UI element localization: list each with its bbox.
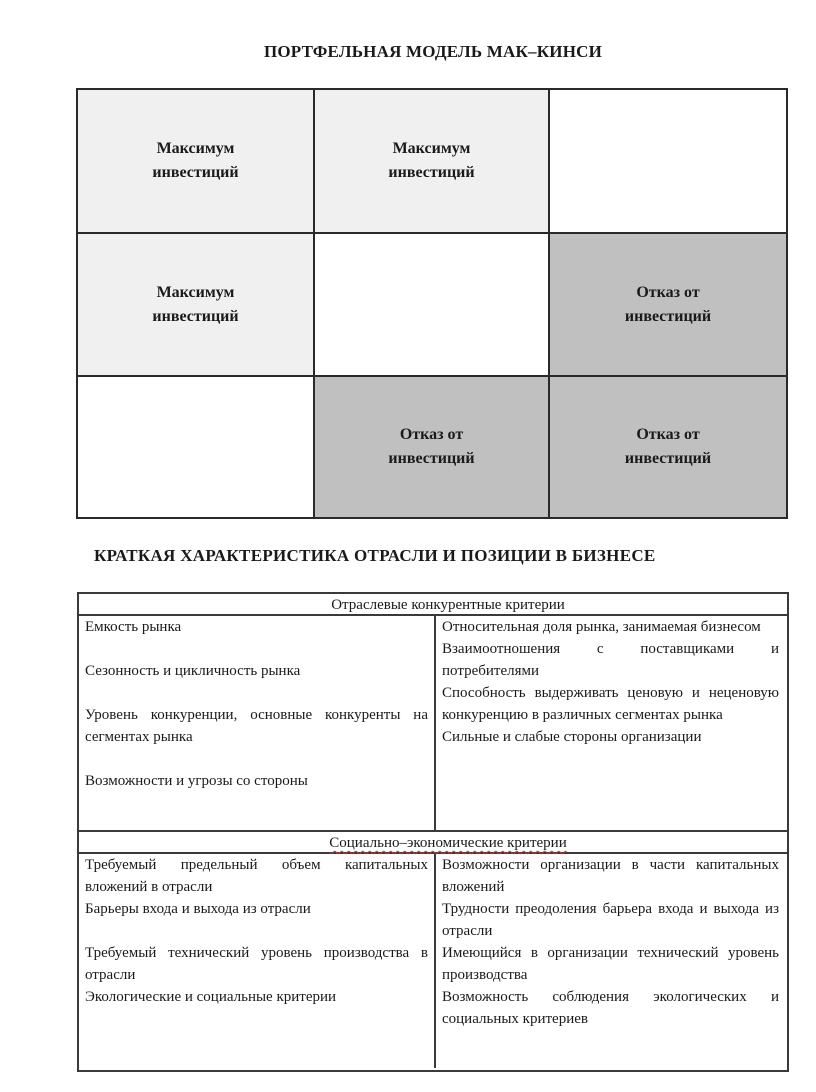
list-item: Требуемый технический уровень производства в отрасли xyxy=(85,945,428,983)
mckinsey-matrix xyxy=(76,88,788,519)
list-item: Способность выдерживать ценовую и неценовую конкуренцию в различных сегментах рынка xyxy=(442,685,779,723)
list-item: Сильные и слабые стороны организации xyxy=(442,729,702,745)
list-item: Возможность соблюдения экологических и социальных критериев xyxy=(442,989,779,1027)
matrix-cell-2-2 xyxy=(315,234,550,377)
matrix-cell-1-1 xyxy=(78,90,315,234)
cell-text-line1: Отказ от xyxy=(636,283,700,301)
cell-text-line1: Максимум xyxy=(156,283,235,301)
cell-text-line1: Максимум xyxy=(156,140,235,157)
section-row-socioeconomic xyxy=(79,854,787,1068)
characteristics-table xyxy=(77,592,789,1072)
cell-text-line1: Отказ от xyxy=(636,426,700,443)
list-item: Трудности преодоления барьера входа и выхода из отрасли xyxy=(442,901,779,939)
list-item: Относительная доля рынка, занимаемая бизнесом xyxy=(442,619,761,635)
matrix-cell-1-3 xyxy=(550,90,786,234)
cell-text-line2: инвестиций xyxy=(624,450,712,467)
list-item: Сезонность и цикличность рынка xyxy=(85,663,301,679)
cell-text-line2: инвестиций xyxy=(624,307,712,325)
cell-text-line2: инвестиций xyxy=(152,307,239,325)
list-item: Емкость рынка xyxy=(85,619,182,635)
matrix-cell-2-3 xyxy=(550,234,786,377)
section-header-competitive: Отраслевые конкурентные критерии xyxy=(79,594,787,616)
business-column xyxy=(436,854,787,1068)
business-column xyxy=(436,616,787,830)
matrix-title: ПОРТФЕЛЬНАЯ МОДЕЛЬ МАК–КИНСИ xyxy=(263,42,603,61)
list-item: Требуемый предельный объем капитальных вложений в отрасли xyxy=(85,857,428,895)
characteristics-title: КРАТКАЯ ХАРАКТЕРИСТИКА ОТРАСЛИ И ПОЗИЦИИ В БИЗНЕСЕ xyxy=(94,546,656,565)
matrix-cell-1-2 xyxy=(315,90,550,234)
list-item: Возможности и угрозы со стороны xyxy=(85,773,308,789)
list-item: Взаимоотношения с поставщиками и потребителями xyxy=(442,641,779,679)
matrix-cell-3-3 xyxy=(550,377,786,517)
matrix-cell-2-1 xyxy=(78,234,315,377)
cell-text-line2: инвестиций xyxy=(388,450,475,467)
section-row-competitive xyxy=(79,616,787,832)
industry-column xyxy=(79,854,436,1068)
industry-column xyxy=(79,616,436,830)
cell-text-line1: Отказ от xyxy=(399,426,464,443)
list-item: Уровень конкуренции, основные конкуренты на сегментах рынка xyxy=(85,707,428,745)
cell-text-line2: инвестиций xyxy=(152,164,239,181)
matrix-cell-3-2 xyxy=(315,377,550,517)
matrix-cell-3-1 xyxy=(78,377,315,517)
list-item: Имеющийся в организации технический уровень производства xyxy=(442,945,779,983)
list-item: Экологические и социальные критерии xyxy=(85,989,337,1005)
list-item: Возможности организации в части капитальных вложений xyxy=(442,857,779,895)
section-header-socioeconomic: Социально–экономические критерии xyxy=(79,832,787,854)
cell-text-line2: инвестиций xyxy=(388,164,475,181)
list-item: Барьеры входа и выхода из отрасли xyxy=(85,901,311,917)
cell-text-line1: Максимум xyxy=(392,140,471,157)
